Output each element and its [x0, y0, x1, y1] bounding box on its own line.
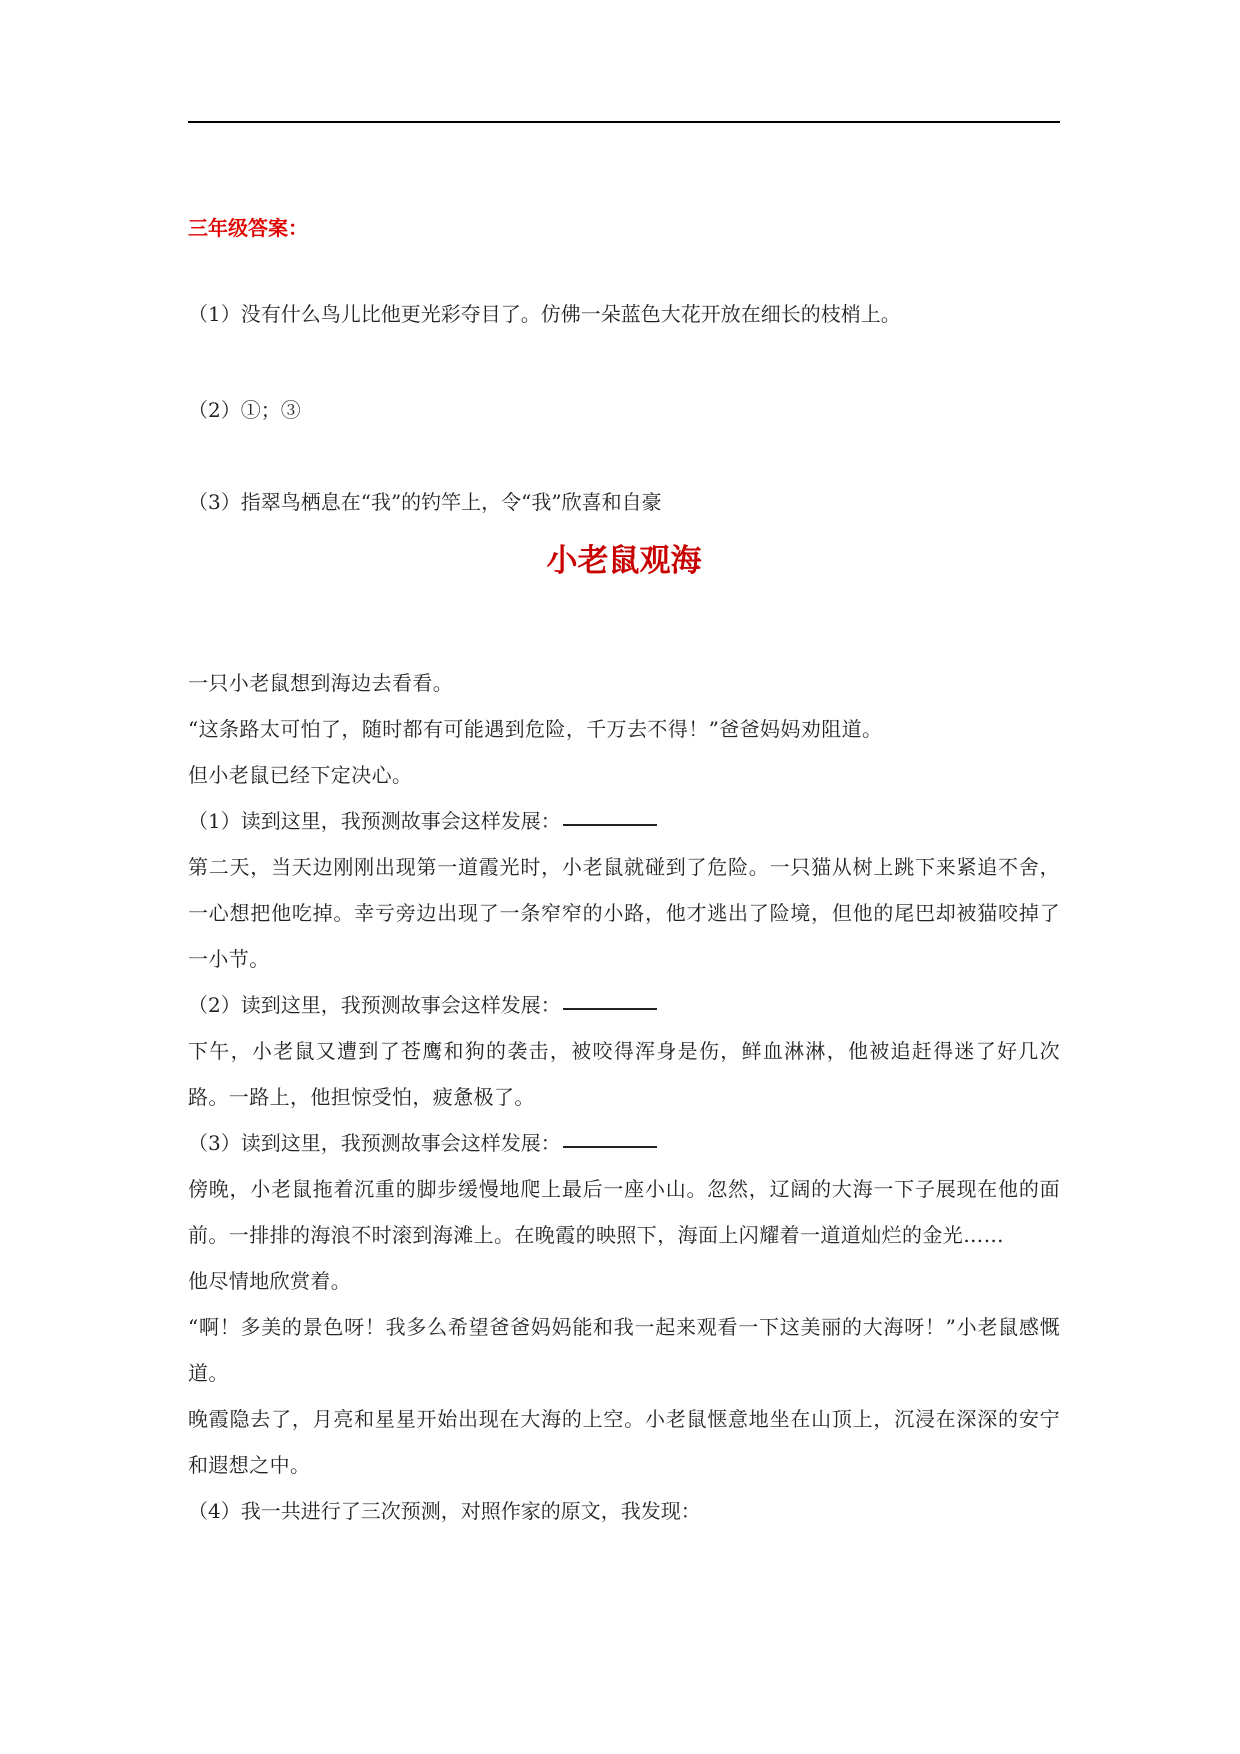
story-paragraph: 一只小老鼠想到海边去看看。 — [188, 671, 454, 695]
question-text: （1）读到这里，我预测故事会这样发展： — [188, 809, 561, 833]
story-title: 小老鼠观海 — [546, 543, 702, 579]
story-paragraph: 他尽情地欣赏着。 — [188, 1269, 352, 1293]
answer-blank — [563, 1008, 657, 1010]
story-text — [188, 660, 1060, 1534]
story-paragraph: 第二天，当天边刚刚出现第一道霞光时，小老鼠就碰到了危险。一只猫从树上跳下来紧追不舍，一心想把他吃掉。幸亏旁边出现了一条窄窄的小路，他才逃出了险境，但他的尾巴却被猫咬掉了一小节。 — [188, 855, 1060, 971]
answer-blank — [563, 1146, 657, 1148]
answer-item-2: （2）①；③ — [188, 398, 301, 422]
prediction-question-2 — [188, 982, 1060, 1028]
header-rule — [188, 121, 1060, 123]
question-text: （2）读到这里，我预测故事会这样发展： — [188, 993, 561, 1017]
answer-blank — [563, 824, 657, 826]
story-paragraph: “这条路太可怕了，随时都有可能遇到危险，千万去不得！”爸爸妈妈劝阻道。 — [188, 717, 883, 741]
story-paragraph: 傍晚，小老鼠拖着沉重的脚步缓慢地爬上最后一座小山。忽然，辽阔的大海一下子展现在他的面前。一排排的海浪不时滚到海滩上。在晚霞的映照下，海面上闪耀着一道道灿烂的金光…… — [188, 1177, 1060, 1247]
answers-heading: 三年级答案： — [188, 216, 308, 240]
story-paragraph: 但小老鼠已经下定决心。 — [188, 763, 413, 787]
story-paragraph: 下午，小老鼠又遭到了苍鹰和狗的袭击，被咬得浑身是伤，鲜血淋淋，他被追赶得迷了好几次路。一路上，他担惊受怕，疲惫极了。 — [188, 1039, 1060, 1109]
story-paragraph: 晚霞隐去了，月亮和星星开始出现在大海的上空。小老鼠惬意地坐在山顶上，沉浸在深深的安宁和遐想之中。 — [188, 1407, 1060, 1477]
answer-item-1: （1）没有什么鸟儿比他更光彩夺目了。仿佛一朵蓝色大花开放在细长的枝梢上。 — [188, 302, 901, 326]
answer-item-3: （3）指翠鸟栖息在“我”的钓竿上，令“我”欣喜和自豪 — [188, 490, 662, 514]
prediction-question-4: （4）我一共进行了三次预测，对照作家的原文，我发现： — [188, 1499, 701, 1523]
prediction-question-3 — [188, 1120, 1060, 1166]
question-text: （3）读到这里，我预测故事会这样发展： — [188, 1131, 561, 1155]
prediction-question-1 — [188, 798, 1060, 844]
story-paragraph: “啊！多美的景色呀！我多么希望爸爸妈妈能和我一起来观看一下这美丽的大海呀！”小老鼠感慨道。 — [188, 1315, 1060, 1385]
